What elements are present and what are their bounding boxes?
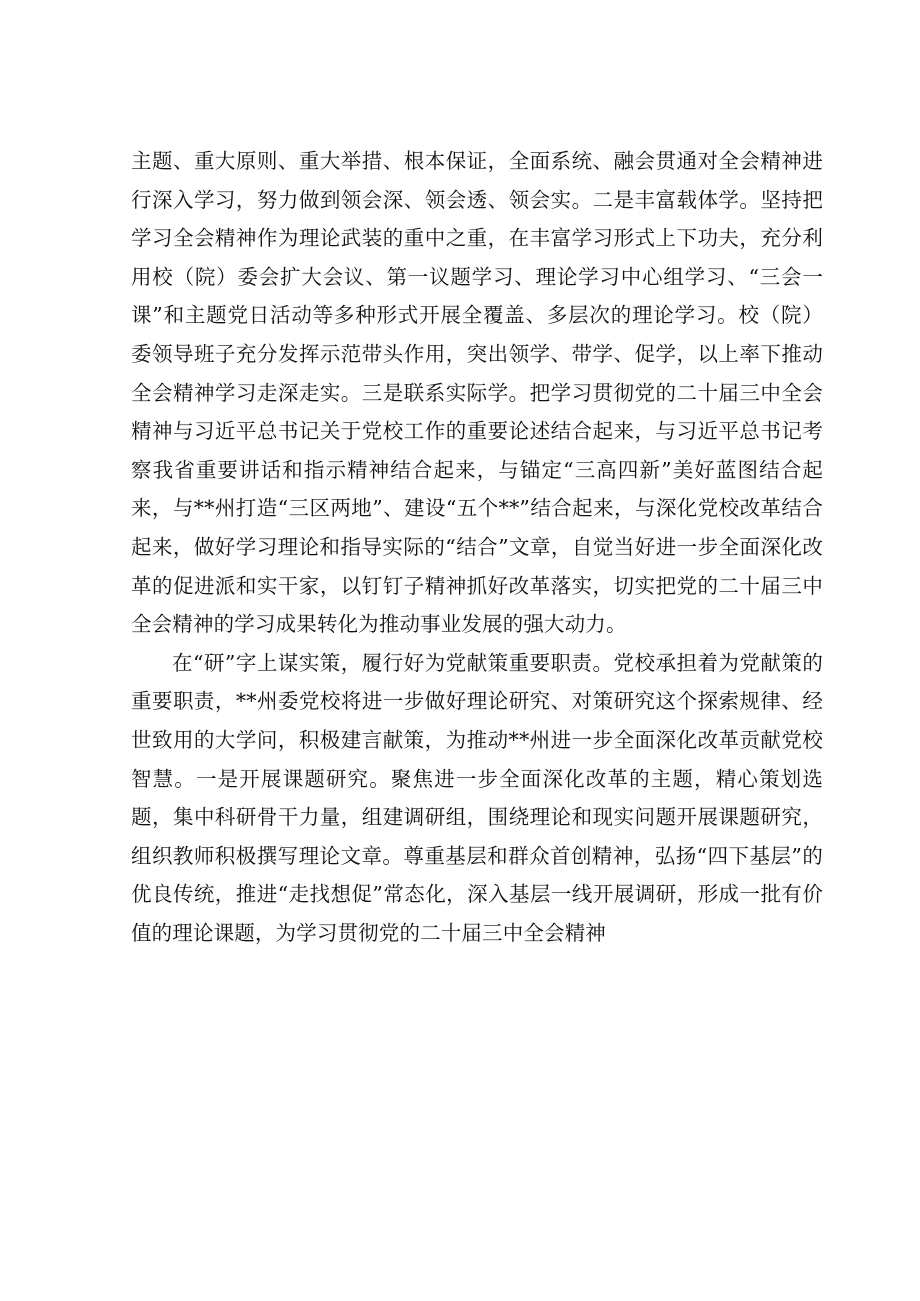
paragraph-continued-study: 主题、重大原则、重大举措、根本保证，全面系统、融会贯通对全会精神进行深入学习，努力做到领会深、领会透、领会实。二是丰富载体学。坚持把学习全会精神作为理论武装的重中之重，在丰富学习形式上下功夫，充分利用校（院）委会扩大会议、第一议题学习、理论学习中心组学习、“三会一课”和主题党日活动等多种形式开展全覆盖、多层次的理论学习。校（院）委领导班子充分发挥示范带头作用，突出领学、带学、促学，以上率下推动全会精神学习走深走实。三是联系实际学。把学习贯彻党的二十届三中全会精神与习近平总书记关于党校工作的重要论述结合起来，与习近平总书记考察我省重要讲话和指示精神结合起来，与锚定“三高四新”美好蓝图结合起来，与**州打造“三区两地”、建设“五个**”结合起来，与深化党校改革结合起来，做好学习理论和指导实际的“结合”文章，自觉当好进一步全面深化改革的促进派和实干家，以钉钉子精神抓好改革落实，切实把党的二十届三中全会精神的学习成果转化为推动事业发展的强大动力。 [131,149,823,637]
paragraph-research-strategy: 在“研”字上谋实策，履行好为党献策重要职责。党校承担着为党献策的重要职责，**州委党校将进一步做好理论研究、对策研究这个探索规律、经世致用的大学问，积极建言献策，为推动**州进一步全面深化改革贡献党校智慧。一是开展课题研究。聚焦进一步全面深化改革的主题，精心策划选题，集中科研骨干力量，组建调研组，围绕理论和现实问题开展课题研究，组织教师积极撰写理论文章。尊重基层和群众首创精神，弘扬“四下基层”的优良传统，推进“走找想促”常态化，深入基层一线开展调研，形成一批有价值的理论课题，为学习贯彻党的二十届三中全会精神 [131,650,823,945]
document-body [131,142,823,952]
